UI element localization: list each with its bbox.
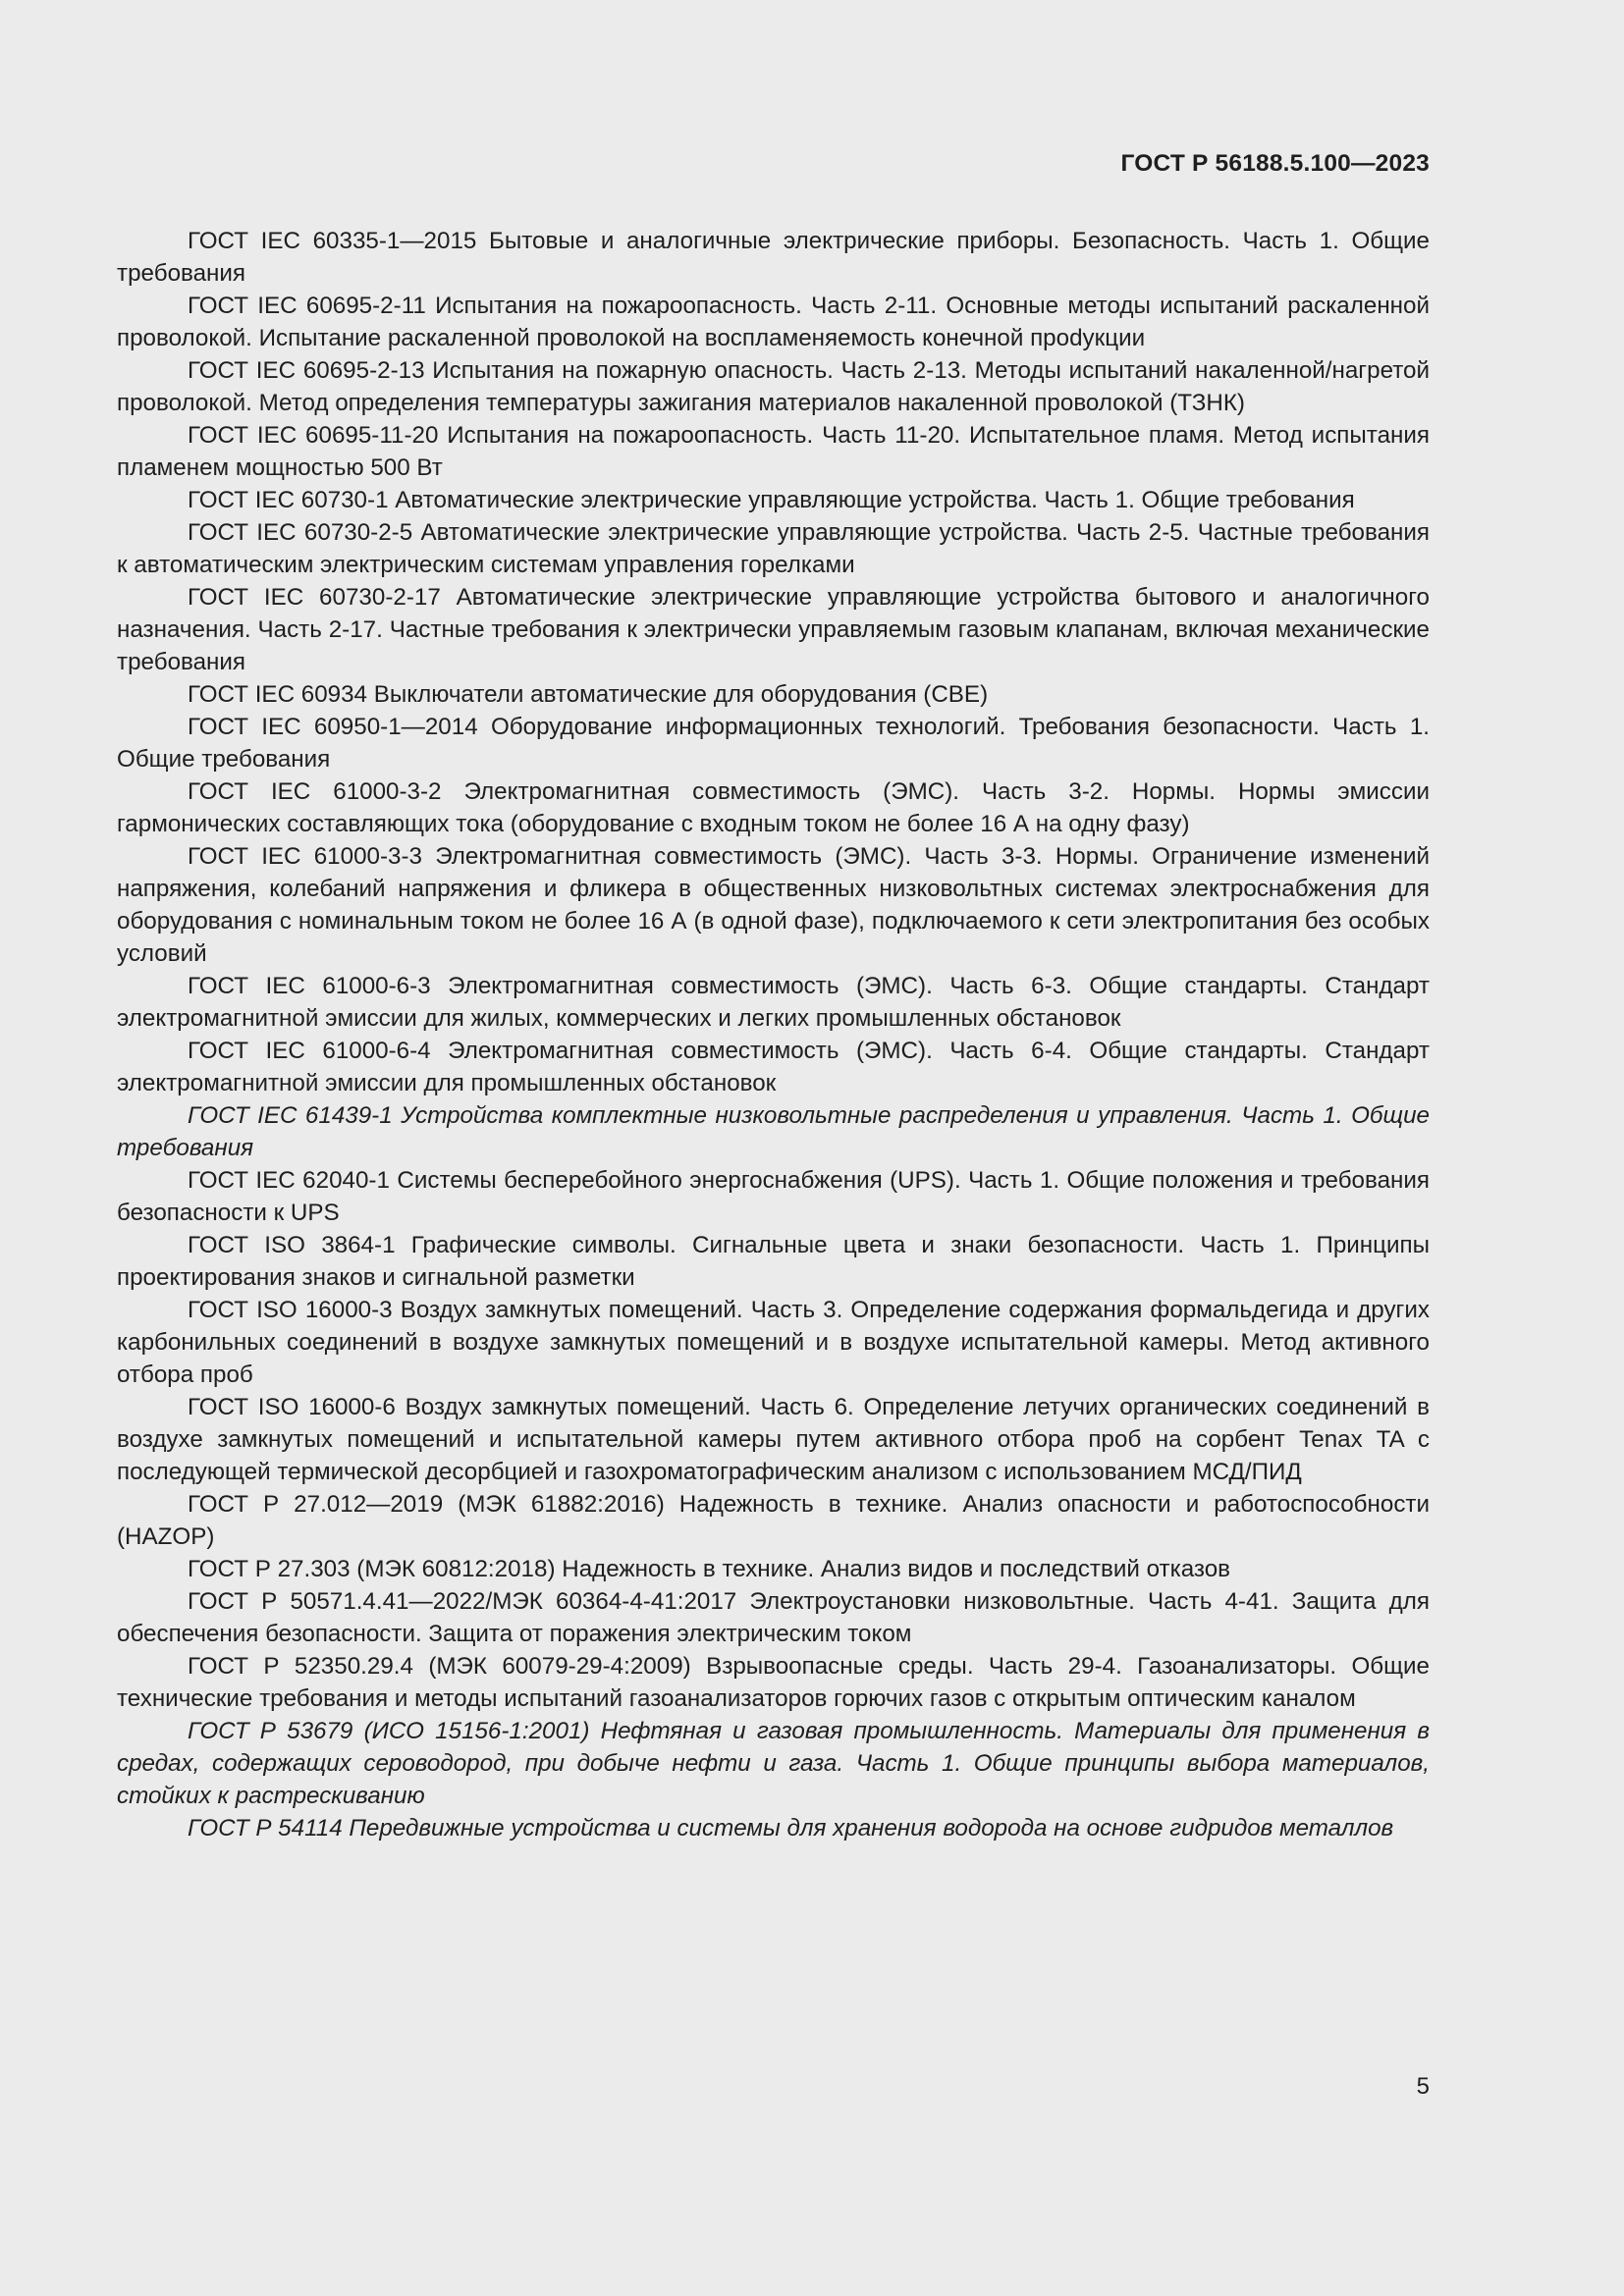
page-number: 5 bbox=[1416, 2073, 1430, 2100]
reference-entry: ГОСТ IEC 61000-6-4 Электромагнитная совместимость (ЭМС). Часть 6-4. Общие стандарты. Стандарт электромагнитной эмиссии для промышленных обстановок bbox=[117, 1038, 1430, 1096]
reference-entry: ГОСТ Р 52350.29.4 (МЭК 60079-29-4:2009) Взрывоопасные среды. Часть 29-4. Газоанализаторы. Общие технические требования и методы испытаний газоанализаторов горючих газов с открытым оптическим каналом bbox=[117, 1653, 1430, 1712]
reference-entry: ГОСТ IEC 60934 Выключатели автоматические для оборудования (СВЕ) bbox=[188, 681, 989, 708]
reference-entry: ГОСТ Р 27.012—2019 (МЭК 61882:2016) Надежность в технике. Анализ опасности и работоспособности (HAZOP) bbox=[117, 1491, 1430, 1550]
reference-entry: ГОСТ IEC 60730-2-17 Автоматические электрические управляющие устройства бытового и аналогичного назначения. Часть 2-17. Частные требования к электрически управляемым газовым клапанам, включая механические требования bbox=[117, 584, 1430, 675]
reference-entry: ГОСТ IEC 61000-3-2 Электромагнитная совместимость (ЭМС). Часть 3-2. Нормы. Нормы эмиссии гармонических составляющих тока (оборудование с входным током не более 16 А на одну фазу) bbox=[117, 778, 1430, 837]
reference-entry: ГОСТ IEC 60695-2-11 Испытания на пожароопасность. Часть 2-11. Основные методы испытаний раскаленной проволокой. Испытание раскаленной проволокой на воспламеняемость конечной проdукции bbox=[117, 293, 1430, 351]
reference-entry: ГОСТ IEC 62040-1 Системы бесперебойного энергоснабжения (UPS). Часть 1. Общие положения и требования безопасности к UPS bbox=[117, 1167, 1430, 1226]
reference-entry: ГОСТ IEC 60695-2-13 Испытания на пожарную опасность. Часть 2-13. Методы испытаний накаленной/нагретой проволокой. Метод определения температуры зажигания материалов накаленной проволокой (ТЗНК) bbox=[117, 357, 1430, 416]
reference-entry-italic: ГОСТ Р 53679 (ИСО 15156-1:2001) Нефтяная и газовая промышленность. Материалы для применения в средах, содержащих сероводород, при добыче нефти и газа. Часть 1. Общие принципы выбора материалов, стойких к растрескиванию bbox=[117, 1718, 1430, 1809]
reference-entry: ГОСТ ISO 3864-1 Графические символы. Сигнальные цвета и знаки безопасности. Часть 1. Принципы проектирования знаков и сигнальной разметки bbox=[117, 1232, 1430, 1291]
reference-entry: ГОСТ Р 27.303 (МЭК 60812:2018) Надежность в технике. Анализ видов и последствий отказов bbox=[188, 1556, 1230, 1582]
reference-entry: ГОСТ ISO 16000-3 Воздух замкнутых помещений. Часть 3. Определение содержания формальдегида и других карбонильных соединений в воздухе замкнутых помещений и в воздухе испытательной камеры. Метод активного отбора проб bbox=[117, 1297, 1430, 1388]
references-list bbox=[117, 225, 1430, 1844]
reference-entry-italic: ГОСТ Р 54114 Передвижные устройства и системы для хранения водорода на основе гидридов металлов bbox=[188, 1815, 1394, 1842]
reference-entry: ГОСТ ISO 16000-6 Воздух замкнутых помещений. Часть 6. Определение летучих органических соединений в воздухе замкнутых помещений и испытательной камеры путем активного отбора проб на сорбент Tenax TA с последующей термической десорбцией и газохроматографическим анализом с использованием МСД/ПИД bbox=[117, 1394, 1430, 1485]
reference-entry: ГОСТ IEC 61000-3-3 Электромагнитная совместимость (ЭМС). Часть 3-3. Нормы. Ограничение изменений напряжения, колебаний напряжения и фликера в общественных низковольтных системах электроснабжения для оборудования с номинальным током не более 16 А (в одной фазе), подключаемого к сети электропитания без особых условий bbox=[117, 843, 1430, 967]
reference-entry: ГОСТ IEC 61000-6-3 Электромагнитная совместимость (ЭМС). Часть 6-3. Общие стандарты. Стандарт электромагнитной эмиссии для жилых, коммерческих и легких промышленных обстановок bbox=[117, 973, 1430, 1032]
reference-entry-italic: ГОСТ IEC 61439-1 Устройства комплектные низковольтные распределения и управления. Часть 1. Общие требования bbox=[117, 1102, 1430, 1161]
document-header: ГОСТ Р 56188.5.100—2023 bbox=[1120, 150, 1430, 177]
reference-entry: ГОСТ IEC 60730-2-5 Автоматические электрические управляющие устройства. Часть 2-5. Частные требования к автоматическим электрическим системам управления горелками bbox=[117, 519, 1430, 578]
reference-entry: ГОСТ IEC 60950-1—2014 Оборудование информационных технологий. Требования безопасности. Часть 1. Общие требования bbox=[117, 714, 1430, 773]
reference-entry: ГОСТ Р 50571.4.41—2022/МЭК 60364-4-41:2017 Электроустановки низковольтные. Часть 4-41. Защита для обеспечения безопасности. Защита от поражения электрическим током bbox=[117, 1588, 1430, 1647]
reference-entry: ГОСТ IEC 60335-1—2015 Бытовые и аналогичные электрические приборы. Безопасность. Часть 1. Общие требования bbox=[117, 228, 1430, 287]
reference-entry: ГОСТ IEC 60695-11-20 Испытания на пожароопасность. Часть 11-20. Испытательное пламя. Метод испытания пламенем мощностью 500 Вт bbox=[117, 422, 1430, 481]
reference-entry: ГОСТ IEC 60730-1 Автоматические электрические управляющие устройства. Часть 1. Общие требования bbox=[188, 487, 1355, 513]
